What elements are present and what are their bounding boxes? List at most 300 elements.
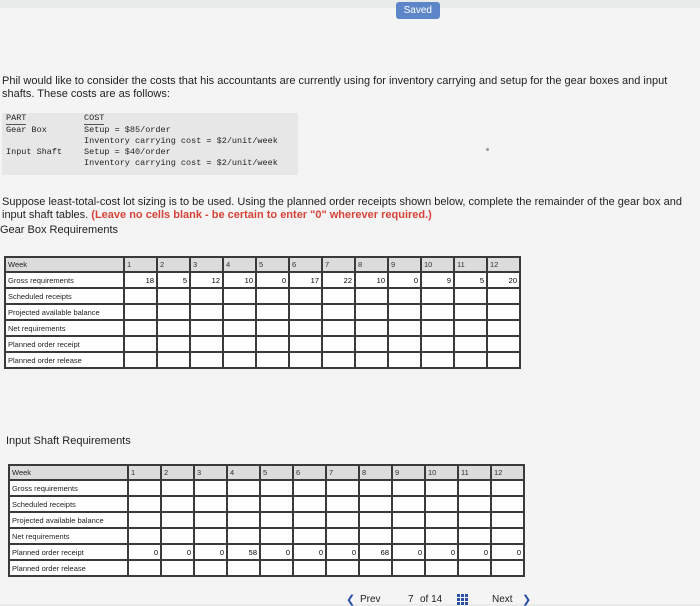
answer-cell-input[interactable]	[499, 546, 521, 558]
table-cell	[458, 544, 491, 560]
table-cell	[326, 496, 359, 512]
answer-cell-input[interactable]	[297, 274, 319, 286]
gear-box-table	[4, 256, 521, 369]
answer-cell-input[interactable]	[165, 306, 187, 318]
answer-cell-input[interactable]	[301, 514, 323, 526]
table-cell	[388, 304, 421, 320]
table-row	[5, 336, 520, 352]
table-cell	[256, 304, 289, 320]
answer-cell-input[interactable]	[231, 274, 253, 286]
table-cell	[491, 528, 524, 544]
answer-cell-input[interactable]	[400, 562, 422, 574]
row-label: Projected available balance	[9, 512, 128, 528]
answer-cell-input[interactable]	[165, 322, 187, 334]
table-cell	[326, 512, 359, 528]
week-number: 5	[256, 257, 289, 272]
answer-cell-input[interactable]	[297, 290, 319, 302]
table-row	[5, 288, 520, 304]
answer-cell-input[interactable]	[462, 354, 484, 366]
gear-box-carrying: Inventory carrying cost = $2/unit/week	[84, 136, 278, 146]
gear-box-setup: Setup = $85/order	[84, 125, 171, 135]
table-cell	[128, 528, 161, 544]
answer-cell-input[interactable]	[202, 498, 224, 510]
answer-cell-input[interactable]	[495, 306, 517, 318]
table-cell	[157, 352, 190, 368]
answer-cell-input[interactable]	[466, 562, 488, 574]
answer-cell-input[interactable]	[400, 530, 422, 542]
table-cell	[256, 336, 289, 352]
table-cell	[157, 336, 190, 352]
answer-cell-input[interactable]	[400, 546, 422, 558]
week-number: 7	[326, 465, 359, 480]
answer-cell-input[interactable]	[466, 498, 488, 510]
answer-cell-input[interactable]	[169, 530, 191, 542]
answer-cell-input[interactable]	[499, 530, 521, 542]
answer-cell-input[interactable]	[433, 562, 455, 574]
answer-cell-input[interactable]	[334, 530, 356, 542]
answer-cell-input[interactable]	[462, 338, 484, 350]
answer-cell-input[interactable]	[330, 354, 352, 366]
table-cell	[223, 336, 256, 352]
answer-cell-input[interactable]	[169, 482, 191, 494]
table-cell	[392, 496, 425, 512]
answer-cell-input[interactable]	[136, 498, 158, 510]
table-cell	[458, 512, 491, 528]
table-cell	[161, 480, 194, 496]
table-cell	[256, 288, 289, 304]
table-cell	[425, 496, 458, 512]
row-label: Gross requirements	[5, 272, 124, 288]
answer-cell-input[interactable]	[235, 546, 257, 558]
answer-cell-input[interactable]	[297, 354, 319, 366]
answer-cell-input[interactable]	[136, 546, 158, 558]
answer-cell-input[interactable]	[136, 562, 158, 574]
table-cell	[190, 336, 223, 352]
table-row	[5, 320, 520, 336]
part-input-shaft: Input Shaft	[6, 147, 63, 157]
week-number: 8	[355, 257, 388, 272]
table-cell	[322, 320, 355, 336]
instructions-bold: (Leave no cells blank - be certain to enter "0" wherever required.)	[91, 209, 432, 221]
answer-cell-input[interactable]	[264, 354, 286, 366]
table-cell	[322, 304, 355, 320]
answer-cell-input[interactable]	[499, 562, 521, 574]
answer-cell-input[interactable]	[367, 514, 389, 526]
answer-cell-input[interactable]	[268, 498, 290, 510]
table-cell	[256, 272, 289, 288]
table-cell	[293, 560, 326, 576]
divider-dot	[486, 148, 489, 151]
answer-cell-input[interactable]	[363, 322, 385, 334]
answer-cell-input[interactable]	[330, 290, 352, 302]
table-cell	[190, 352, 223, 368]
table-cell	[223, 352, 256, 368]
answer-cell-input[interactable]	[495, 338, 517, 350]
gear-box-title: Gear Box Requirements	[0, 224, 118, 236]
answer-cell-input[interactable]	[169, 514, 191, 526]
table-cell	[157, 320, 190, 336]
table-cell	[392, 560, 425, 576]
table-cell	[124, 272, 157, 288]
table-cell	[388, 272, 421, 288]
table-cell	[322, 352, 355, 368]
table-cell	[421, 288, 454, 304]
table-cell	[289, 336, 322, 352]
table-cell	[355, 336, 388, 352]
table-cell	[161, 560, 194, 576]
answer-cell-input[interactable]	[268, 514, 290, 526]
table-cell	[454, 336, 487, 352]
input-shaft-setup: Setup = $40/order	[84, 147, 171, 157]
answer-cell-input[interactable]	[136, 530, 158, 542]
answer-cell-input[interactable]	[165, 354, 187, 366]
week-header: Week	[9, 465, 128, 480]
answer-cell-input[interactable]	[367, 530, 389, 542]
answer-cell-input[interactable]	[363, 306, 385, 318]
answer-cell-input[interactable]	[334, 498, 356, 510]
table-cell	[227, 544, 260, 560]
row-label: Planned order receipt	[9, 544, 128, 560]
table-cell	[227, 560, 260, 576]
table-cell	[260, 496, 293, 512]
answer-cell-input[interactable]	[334, 514, 356, 526]
grid-icon[interactable]	[456, 593, 468, 605]
page-number: 7	[408, 594, 414, 605]
table-cell	[223, 288, 256, 304]
row-label: Planned order release	[5, 352, 124, 368]
answer-cell-input[interactable]	[499, 498, 521, 510]
answer-cell-input[interactable]	[132, 290, 154, 302]
answer-cell-input[interactable]	[198, 354, 220, 366]
table-cell	[289, 272, 322, 288]
week-number: 6	[289, 257, 322, 272]
answer-cell-input[interactable]	[433, 498, 455, 510]
table-cell	[487, 272, 520, 288]
answer-cell-input[interactable]	[132, 338, 154, 350]
table-cell	[392, 512, 425, 528]
week-number: 10	[425, 465, 458, 480]
answer-cell-input[interactable]	[202, 530, 224, 542]
answer-cell-input[interactable]	[330, 306, 352, 318]
answer-cell-input[interactable]	[202, 482, 224, 494]
answer-cell-input[interactable]	[367, 498, 389, 510]
table-row	[9, 512, 524, 528]
answer-cell-input[interactable]	[495, 354, 517, 366]
week-number: 3	[194, 465, 227, 480]
table-cell	[487, 320, 520, 336]
table-cell	[355, 288, 388, 304]
answer-cell-input[interactable]	[363, 338, 385, 350]
table-cell	[425, 480, 458, 496]
table-cell	[355, 352, 388, 368]
answer-cell-input[interactable]	[466, 514, 488, 526]
answer-cell-input[interactable]	[396, 338, 418, 350]
table-cell	[161, 496, 194, 512]
question-page	[0, 5, 700, 606]
row-label: Planned order release	[9, 560, 128, 576]
row-label: Gross requirements	[9, 480, 128, 496]
table-cell	[227, 528, 260, 544]
answer-cell-input[interactable]	[264, 322, 286, 334]
table-cell	[392, 528, 425, 544]
table-cell	[454, 304, 487, 320]
answer-cell-input[interactable]	[202, 562, 224, 574]
answer-cell-input[interactable]	[429, 354, 451, 366]
table-cell	[326, 560, 359, 576]
table-cell	[260, 512, 293, 528]
answer-cell-input[interactable]	[400, 514, 422, 526]
answer-cell-input[interactable]	[165, 338, 187, 350]
answer-cell-input[interactable]	[396, 274, 418, 286]
answer-cell-input[interactable]	[400, 498, 422, 510]
table-cell	[289, 288, 322, 304]
answer-cell-input[interactable]	[462, 274, 484, 286]
week-number: 12	[491, 465, 524, 480]
table-cell	[124, 288, 157, 304]
table-cell	[256, 320, 289, 336]
table-cell	[194, 512, 227, 528]
table-cell	[194, 544, 227, 560]
answer-cell-input[interactable]	[433, 530, 455, 542]
page-total: of 14	[420, 594, 443, 605]
table-cell	[425, 528, 458, 544]
answer-cell-input[interactable]	[264, 274, 286, 286]
table-cell	[326, 544, 359, 560]
answer-cell-input[interactable]	[169, 546, 191, 558]
table-cell	[293, 480, 326, 496]
answer-cell-input[interactable]	[136, 482, 158, 494]
table-cell	[355, 272, 388, 288]
table-cell	[355, 320, 388, 336]
answer-cell-input[interactable]	[301, 498, 323, 510]
table-cell	[157, 288, 190, 304]
answer-cell-input[interactable]	[235, 482, 257, 494]
answer-cell-input[interactable]	[462, 306, 484, 318]
table-cell	[157, 304, 190, 320]
answer-cell-input[interactable]	[202, 546, 224, 558]
table-cell	[223, 320, 256, 336]
week-header: Week	[5, 257, 124, 272]
answer-cell-input[interactable]	[132, 274, 154, 286]
answer-cell-input[interactable]	[429, 274, 451, 286]
answer-cell-input[interactable]	[198, 322, 220, 334]
table-cell	[454, 272, 487, 288]
answer-cell-input[interactable]	[165, 290, 187, 302]
answer-cell-input[interactable]	[132, 354, 154, 366]
table-cell	[293, 496, 326, 512]
answer-cell-input[interactable]	[396, 354, 418, 366]
table-cell	[223, 272, 256, 288]
answer-cell-input[interactable]	[301, 562, 323, 574]
table-cell	[388, 288, 421, 304]
answer-cell-input[interactable]	[231, 306, 253, 318]
answer-cell-input[interactable]	[495, 274, 517, 286]
week-number: 1	[124, 257, 157, 272]
answer-cell-input[interactable]	[367, 546, 389, 558]
answer-cell-input[interactable]	[264, 290, 286, 302]
answer-cell-input[interactable]	[433, 546, 455, 558]
table-cell	[293, 512, 326, 528]
table-cell	[124, 320, 157, 336]
table-cell	[421, 272, 454, 288]
chevron-left-icon[interactable]: ❮	[346, 594, 356, 606]
week-number: 2	[157, 257, 190, 272]
week-number: 5	[260, 465, 293, 480]
chevron-right-icon[interactable]: ❯	[522, 594, 532, 606]
answer-cell-input[interactable]	[297, 306, 319, 318]
answer-cell-input[interactable]	[400, 482, 422, 494]
answer-cell-input[interactable]	[231, 354, 253, 366]
answer-cell-input[interactable]	[169, 562, 191, 574]
table-cell	[124, 352, 157, 368]
answer-cell-input[interactable]	[367, 482, 389, 494]
answer-cell-input[interactable]	[429, 290, 451, 302]
answer-cell-input[interactable]	[334, 482, 356, 494]
answer-cell-input[interactable]	[235, 498, 257, 510]
table-cell	[260, 544, 293, 560]
table-cell	[425, 544, 458, 560]
table-cell	[421, 304, 454, 320]
answer-cell-input[interactable]	[198, 274, 220, 286]
answer-cell-input[interactable]	[169, 498, 191, 510]
table-cell	[454, 320, 487, 336]
answer-cell-input[interactable]	[235, 514, 257, 526]
row-label: Net requirements	[9, 528, 128, 544]
table-cell	[161, 544, 194, 560]
table-cell	[128, 512, 161, 528]
table-cell	[359, 528, 392, 544]
answer-cell-input[interactable]	[301, 482, 323, 494]
answer-cell-input[interactable]	[429, 306, 451, 318]
table-cell	[194, 496, 227, 512]
table-cell	[322, 336, 355, 352]
table-cell	[161, 528, 194, 544]
answer-cell-input[interactable]	[231, 338, 253, 350]
table-cell	[128, 544, 161, 560]
answer-cell-input[interactable]	[297, 322, 319, 334]
answer-cell-input[interactable]	[231, 290, 253, 302]
week-number: 9	[392, 465, 425, 480]
answer-cell-input[interactable]	[363, 354, 385, 366]
answer-cell-input[interactable]	[466, 482, 488, 494]
answer-cell-input[interactable]	[330, 338, 352, 350]
table-row	[5, 352, 520, 368]
answer-cell-input[interactable]	[264, 338, 286, 350]
answer-cell-input[interactable]	[396, 306, 418, 318]
table-cell	[491, 560, 524, 576]
table-cell	[194, 560, 227, 576]
table-cell	[289, 320, 322, 336]
answer-cell-input[interactable]	[363, 274, 385, 286]
table-cell	[194, 528, 227, 544]
table-cell	[454, 352, 487, 368]
answer-cell-input[interactable]	[334, 546, 356, 558]
answer-cell-input[interactable]	[330, 322, 352, 334]
table-cell	[322, 288, 355, 304]
answer-cell-input[interactable]	[466, 546, 488, 558]
answer-cell-input[interactable]	[495, 322, 517, 334]
answer-cell-input[interactable]	[499, 514, 521, 526]
answer-cell-input[interactable]	[301, 530, 323, 542]
answer-cell-input[interactable]	[462, 322, 484, 334]
answer-cell-input[interactable]	[499, 482, 521, 494]
answer-cell-input[interactable]	[268, 546, 290, 558]
answer-cell-input[interactable]	[132, 322, 154, 334]
answer-cell-input[interactable]	[268, 530, 290, 542]
table-cell	[425, 512, 458, 528]
answer-cell-input[interactable]	[235, 562, 257, 574]
answer-cell-input[interactable]	[198, 338, 220, 350]
table-cell	[458, 496, 491, 512]
answer-cell-input[interactable]	[466, 530, 488, 542]
answer-cell-input[interactable]	[330, 274, 352, 286]
answer-cell-input[interactable]	[367, 562, 389, 574]
answer-cell-input[interactable]	[429, 322, 451, 334]
table-cell	[128, 496, 161, 512]
answer-cell-input[interactable]	[202, 514, 224, 526]
cost-header: COST	[84, 113, 105, 123]
week-number: 11	[454, 257, 487, 272]
input-shaft-carrying: Inventory carrying cost = $2/unit/week	[84, 158, 278, 168]
answer-cell-input[interactable]	[396, 322, 418, 334]
answer-cell-input[interactable]	[198, 306, 220, 318]
table-row	[9, 560, 524, 576]
answer-cell-input[interactable]	[433, 482, 455, 494]
answer-cell-input[interactable]	[268, 482, 290, 494]
answer-cell-input[interactable]	[433, 514, 455, 526]
next-button[interactable]: Next	[492, 594, 513, 605]
table-cell	[289, 304, 322, 320]
answer-cell-input[interactable]	[462, 290, 484, 302]
row-label: Scheduled receipts	[9, 496, 128, 512]
prev-button[interactable]: Prev	[360, 594, 381, 605]
table-cell	[359, 560, 392, 576]
answer-cell-input[interactable]	[429, 338, 451, 350]
answer-cell-input[interactable]	[165, 274, 187, 286]
table-cell	[326, 528, 359, 544]
answer-cell-input[interactable]	[231, 322, 253, 334]
answer-cell-input[interactable]	[334, 562, 356, 574]
answer-cell-input[interactable]	[301, 546, 323, 558]
week-number: 6	[293, 465, 326, 480]
table-cell	[421, 336, 454, 352]
answer-cell-input[interactable]	[268, 562, 290, 574]
part-header: PART	[6, 113, 27, 123]
table-cell	[194, 480, 227, 496]
table-cell	[392, 480, 425, 496]
answer-cell-input[interactable]	[132, 306, 154, 318]
answer-cell-input[interactable]	[235, 530, 257, 542]
row-label: Projected available balance	[5, 304, 124, 320]
table-cell	[491, 544, 524, 560]
table-cell	[425, 560, 458, 576]
answer-cell-input[interactable]	[297, 338, 319, 350]
cost-box	[2, 113, 298, 175]
table-cell	[260, 560, 293, 576]
answer-cell-input[interactable]	[198, 290, 220, 302]
answer-cell-input[interactable]	[396, 290, 418, 302]
answer-cell-input[interactable]	[264, 306, 286, 318]
table-cell	[124, 336, 157, 352]
table-cell	[293, 544, 326, 560]
answer-cell-input[interactable]	[363, 290, 385, 302]
answer-cell-input[interactable]	[495, 290, 517, 302]
table-row	[5, 272, 520, 288]
input-shaft-title: Input Shaft Requirements	[6, 435, 131, 447]
answer-cell-input[interactable]	[136, 514, 158, 526]
row-label: Planned order receipt	[5, 336, 124, 352]
week-number: 2	[161, 465, 194, 480]
